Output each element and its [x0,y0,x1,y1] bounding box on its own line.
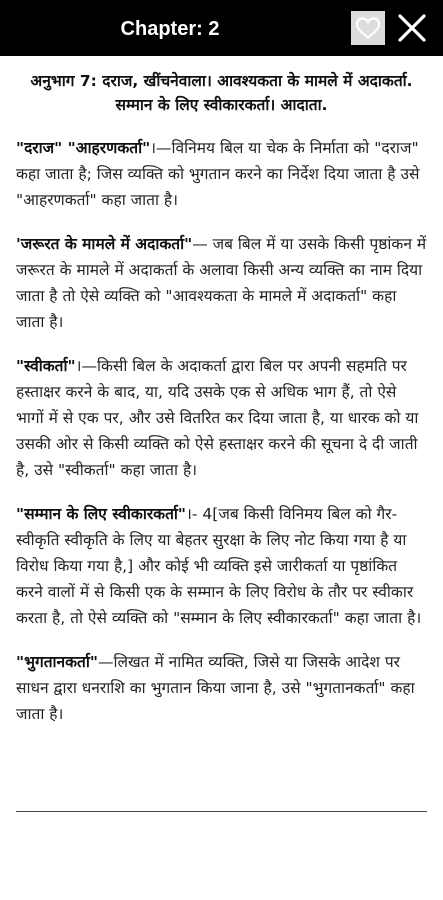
definition-text: — जब बिल में या उसके किसी पृष्ठांकन में जरूरत के मामले में अदाकर्ता के अलावा किसी अन्य व्यक्ति का नाम दिया जाता है तो ऐसे व्यक्ति को "आवश्यकता के मामले में अदाकर्ता" कहा जाता है। [16,235,427,331]
definition-paragraph [16,135,427,213]
definition-term: "सम्मान के लिए स्वीकारकर्ता" [16,505,187,523]
definition-paragraph [16,501,427,631]
definition-text: ।—विनिमय बिल या चेक के निर्माता को "दराज" कहा जाता है; जिस व्यक्ति को भुगतान करने का निर्देश दिया जाता है उसे "आहरणकर्ता" कहा जाता है। [16,139,420,209]
definition-paragraph [16,649,427,727]
chapter-title: Chapter: 2 [120,18,220,40]
section-heading: अनुभाग 7: दराज, खींचनेवाला। आवश्यकता के मामले में अदाकर्ता. सम्मान के लिए स्वीकारकर्ता। आदाता. [30,72,413,114]
definition-paragraph [16,353,427,483]
close-x-icon [397,13,427,43]
definition-text: ।—किसी बिल के अदाकर्ता द्वारा बिल पर अपनी सहमति पर हस्ताक्षर करने के बाद, या, यदि उसके एक से अधिक भाग हैं, तो ऐसे भागों में से एक पर, और उसे वितरित कर दिया जाता है, या धारक को या उसकी ओर से किसी व्यक्ति को ऐसे हस्ताक्षर करने की सूचना दे दी जाती है, उसे "स्वीकर्ता" कहा जाता है। [16,357,419,479]
definition-term: "भुगतानकर्ता" [16,653,98,671]
app-header [0,0,443,56]
definition-text: ।- 4[जब किसी विनिमय बिल को गैर-स्वीकृति स्वीकृति के लिए या बेहतर सुरक्षा के लिए नोट किया गया है या विरोध किया गया है,] और कोई भी व्यक्ति इसे जारीकर्ता या पृष्ठांकित करने वालों में से किसी एक के सम्मान के लिए विरोध के तौर पर स्वीकार करता है, तो ऐसे व्यक्ति को "सम्मान के लिए स्वीकारकर्ता" कहा जाता है। [16,505,422,627]
definition-term: "स्वीकर्ता" [16,357,76,375]
heart-outline-icon [355,16,381,40]
chapter-content[interactable] [0,56,443,900]
footer-divider [16,811,427,812]
definition-text: —लिखत में नामित व्यक्ति, जिसे या जिसके आदेश पर साधन द्वारा धनराशि का भुगतान किया जाना है, उसे "भुगतानकर्ता" कहा जाता है। [16,653,415,723]
close-button[interactable] [394,10,430,46]
definition-term: "दराज" "आहरणकर्ता" [16,139,151,157]
definition-paragraph [16,231,427,335]
favorite-button[interactable] [351,11,385,45]
definition-term: 'जरूरत के मामले में अदाकर्ता" [16,235,193,253]
